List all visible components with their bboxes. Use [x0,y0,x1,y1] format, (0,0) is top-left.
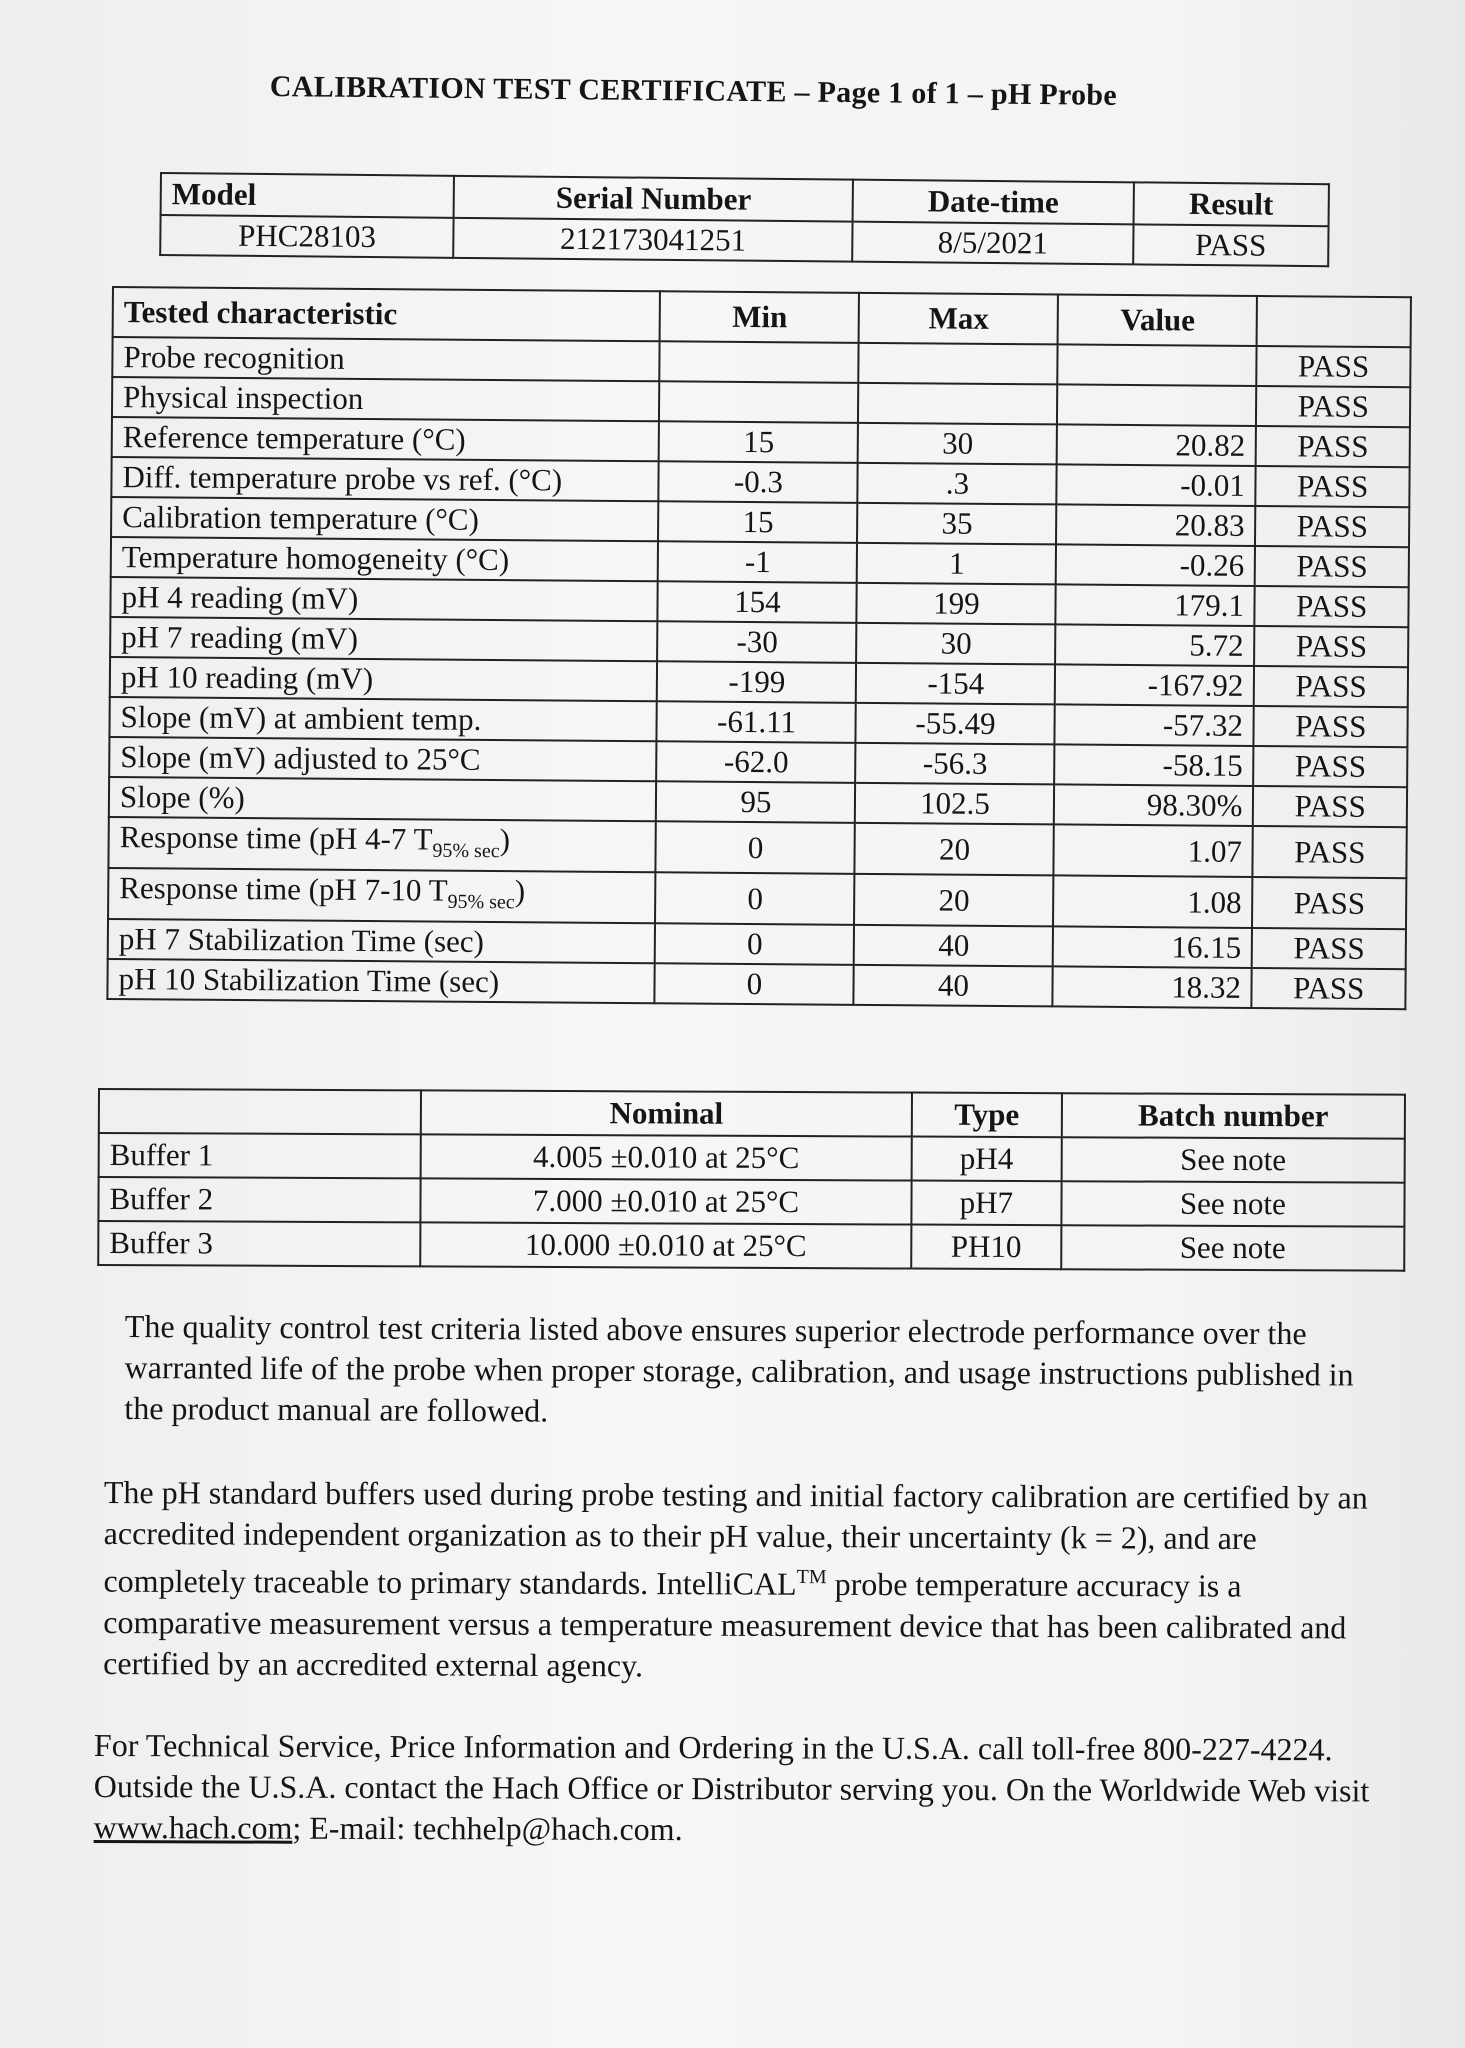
max-cell: 199 [857,583,1056,625]
batch-cell: See note [1061,1137,1404,1182]
result-column-header [1257,296,1411,347]
value-cell: -167.92 [1055,664,1254,706]
value-cell: -0.01 [1057,464,1256,506]
characteristic-name [112,377,660,421]
characteristic-label: pH 7 reading (mV) [121,619,359,656]
characteristic-name [108,868,656,923]
characteristic-name [111,457,659,501]
result-value: PASS [1133,224,1329,266]
characteristic-tail: ) [514,873,526,909]
max-cell: -154 [856,663,1055,705]
max-cell: 102.5 [855,783,1054,825]
type-cell: pH4 [912,1137,1062,1182]
buffer-table [97,1088,1406,1272]
value-cell: 20.83 [1056,504,1255,546]
buffer-name: Buffer 2 [98,1177,420,1222]
nominal-header: Nominal [421,1090,912,1136]
serial-number-header: Serial Number [454,176,853,222]
value-cell: 179.1 [1056,584,1255,626]
value-cell: 5.72 [1055,624,1254,666]
min-cell: 0 [655,872,854,925]
batch-number-header: Batch number [1062,1093,1405,1138]
buffer-certification-text: The pH standard buffers used during probe testing and initial factory calibration are certified by an accredited independent organization as to their pH value, their uncertainty (k = 2), and are completely traceable to primary standards. IntelliCAL [103,1474,1368,1602]
buffer-header-row [99,1089,1405,1139]
characteristic-label: Diff. temperature probe vs ref. (°C) [122,459,563,498]
max-cell: -55.49 [856,703,1055,745]
date-time-header: Date-time [853,180,1134,225]
model-header: Model [161,173,455,218]
max-cell: 1 [857,543,1056,585]
email-text: ; E-mail: techhelp@hach.com. [292,1809,683,1848]
tested-characteristic-header: Tested characteristic [113,287,661,341]
value-cell [1058,344,1257,386]
result-cell: PASS [1254,706,1408,747]
result-cell: PASS [1253,786,1407,827]
result-cell: PASS [1254,626,1408,667]
batch-cell: See note [1061,1225,1404,1270]
result-cell: PASS [1256,466,1410,507]
characteristic-label: Slope (%) [119,779,245,816]
characteristic-name [110,617,658,661]
characteristics-table [106,286,1412,1011]
min-cell [660,341,859,383]
max-cell: 30 [858,423,1057,465]
technical-service-paragraph [94,1725,1394,1853]
value-cell: 1.07 [1054,824,1253,877]
characteristic-subscript: 95% sec [447,891,515,914]
max-cell: 35 [857,503,1056,545]
min-cell: -0.3 [659,461,858,503]
characteristic-name [108,817,656,872]
result-cell: PASS [1253,826,1407,878]
result-cell: PASS [1254,666,1408,707]
result-cell: PASS [1256,426,1410,467]
value-header: Value [1058,294,1257,346]
result-cell: PASS [1252,877,1406,929]
buffer-row [98,1221,1404,1271]
result-cell: PASS [1252,968,1406,1009]
characteristic-label: pH 7 Stabilization Time (sec) [118,921,485,960]
max-cell: .3 [858,463,1057,505]
min-cell: 95 [656,781,855,823]
min-cell: -30 [658,621,857,663]
min-cell: 15 [659,421,858,463]
min-header: Min [660,291,859,343]
max-cell: 20 [855,823,1054,876]
value-cell: -57.32 [1055,704,1254,746]
result-cell: PASS [1255,586,1409,627]
value-cell: 1.08 [1053,876,1252,929]
buffer-certification-paragraph [103,1472,1404,1689]
nominal-cell: 4.005 ±0.010 at 25°C [421,1134,912,1180]
characteristic-name [109,737,657,781]
characteristic-name [112,417,660,461]
value-cell [1057,384,1256,426]
min-cell: 0 [655,964,854,1006]
characteristic-name [112,337,660,381]
result-cell: PASS [1254,746,1408,787]
min-cell: -1 [658,541,857,583]
buffer-name: Buffer 1 [99,1133,421,1178]
quality-control-paragraph: The quality control test criteria listed above ensures superior electrode performance over the warranted life of the probe when proper storage, calibration, and usage instructions published in the product manual are followed. [124,1308,1354,1429]
characteristic-label: pH 4 reading (mV) [121,579,359,616]
characteristic-name [111,537,659,581]
min-cell: 0 [655,924,854,966]
characteristic-label: Response time (pH 7-10 T [119,870,448,908]
characteristic-label: Temperature homogeneity (°C) [121,539,510,578]
serial-number-value: 212173041251 [453,218,852,262]
characteristic-label: pH 10 Stabilization Time (sec) [118,961,500,1000]
value-cell: 18.32 [1053,967,1252,1009]
value-cell: 16.15 [1053,927,1252,969]
header-table [159,172,1330,267]
min-cell: 15 [658,501,857,543]
certificate-title: CALIBRATION TEST CERTIFICATE – Page 1 of 1 – pH Probe [269,70,1118,112]
value-cell: 20.82 [1057,424,1256,466]
result-cell: PASS [1256,386,1410,427]
type-cell: pH7 [911,1181,1061,1226]
max-cell: 30 [857,623,1056,665]
characteristic-subscript: 95% sec [432,839,500,863]
min-cell: -199 [657,661,856,703]
nominal-cell: 7.000 ±0.010 at 25°C [420,1178,911,1224]
batch-cell: See note [1061,1181,1404,1226]
characteristic-name [109,777,657,821]
buffer-blank-header [99,1089,421,1134]
trademark-mark: TM [796,1566,827,1589]
technical-service-text: For Technical Service, Price Information and Ordering in the U.S.A. call toll-free 800-227-4224. Outside the U.S.A. contact the Hach Office or Distributor serving you. On the Worldwide Web visit [93,1727,1370,1809]
characteristic-name [109,697,657,741]
min-cell: -62.0 [657,741,856,783]
type-header: Type [912,1093,1062,1138]
characteristic-name [110,657,658,701]
characteristic-name [110,577,658,621]
model-value: PHC28103 [160,215,454,258]
characteristic-name [111,497,659,541]
value-cell: -58.15 [1055,744,1254,786]
max-header: Max [859,293,1058,345]
buffer-name: Buffer 3 [98,1221,420,1266]
characteristic-label: Reference temperature (°C) [122,419,466,457]
nominal-cell: 10.000 ±0.010 at 25°C [420,1222,911,1268]
type-cell: PH10 [911,1225,1061,1270]
min-cell: 154 [658,581,857,623]
max-cell [858,383,1057,425]
characteristics-body [107,337,1410,1010]
min-cell: -61.11 [657,701,856,743]
characteristic-label: Probe recognition [123,339,345,376]
buffer-body [98,1133,1405,1271]
max-cell [859,343,1058,385]
value-cell: 98.30% [1054,784,1253,826]
min-cell: 0 [656,821,855,874]
max-cell: 40 [854,965,1053,1007]
buffer-row [99,1133,1405,1183]
result-cell: PASS [1255,506,1409,547]
characteristic-tail: ) [499,822,511,858]
max-cell: 20 [854,874,1053,927]
result-cell: PASS [1257,346,1411,387]
max-cell: -56.3 [856,743,1055,785]
min-cell [659,381,858,423]
characteristic-label: Slope (mV) at ambient temp. [120,699,482,737]
characteristic-label: Response time (pH 4-7 T [119,819,433,857]
website-link[interactable]: www.hach.com [93,1808,293,1846]
characteristic-name [107,959,655,1003]
characteristic-label: Physical inspection [122,379,364,416]
result-cell: PASS [1252,928,1406,969]
characteristic-name [108,919,656,963]
max-cell: 40 [854,925,1053,967]
temperature-accuracy-text: probe temperature accuracy is a comparative measurement versus a temperature measurement device that has been calibrated and certified by an accredited external agency. [103,1565,1347,1684]
value-cell: -0.26 [1056,544,1255,586]
characteristic-label: pH 10 reading (mV) [120,659,374,697]
result-cell: PASS [1255,546,1409,587]
date-time-value: 8/5/2021 [852,222,1133,265]
characteristic-label: Slope (mV) adjusted to 25°C [120,739,481,777]
result-header: Result [1133,182,1329,226]
buffer-row [98,1177,1404,1227]
characteristic-label: Calibration temperature (°C) [122,499,480,537]
